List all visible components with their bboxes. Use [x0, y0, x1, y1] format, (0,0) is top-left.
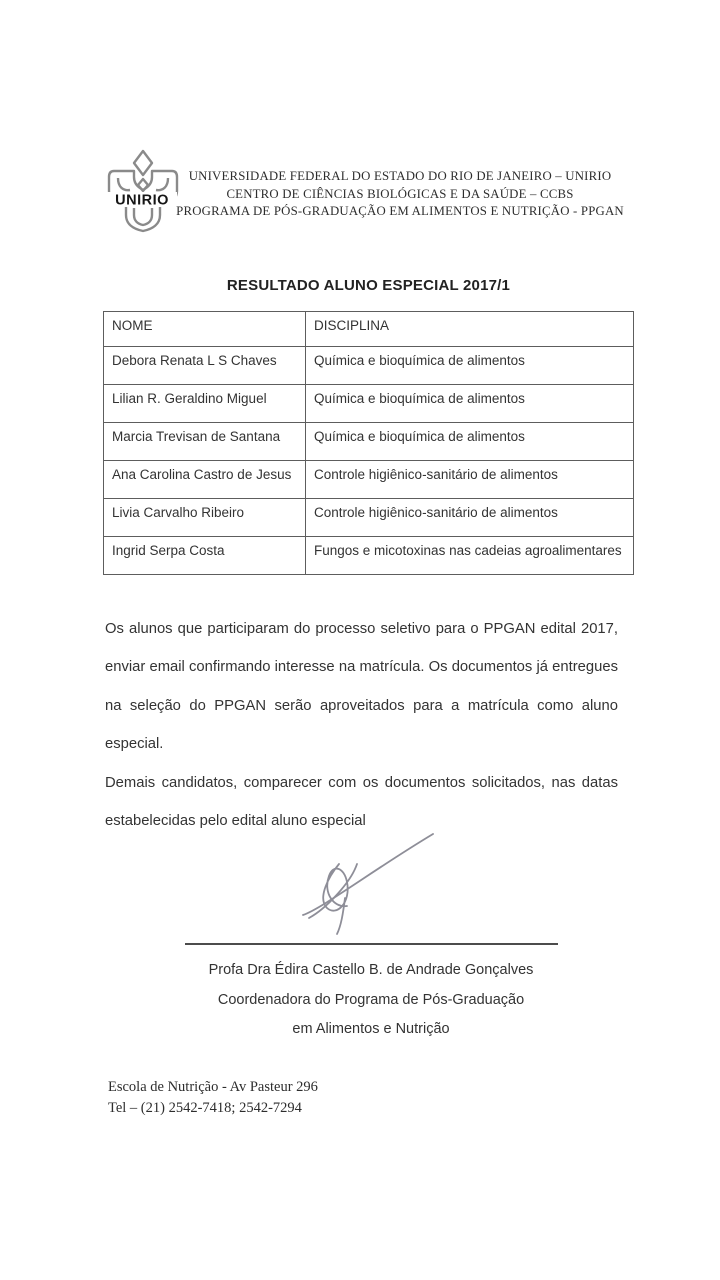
cell-disciplina: Química e bioquímica de alimentos	[306, 423, 634, 461]
institution-line-1: UNIVERSIDADE FEDERAL DO ESTADO DO RIO DE JANEIRO – UNIRIO	[188, 169, 612, 183]
table-row	[104, 499, 634, 537]
table-row	[104, 461, 634, 499]
table-row	[104, 537, 634, 575]
footer-address: Escola de Nutrição - Av Pasteur 296	[108, 1079, 318, 1095]
table-row	[104, 423, 634, 461]
signature-line	[185, 943, 558, 945]
cell-nome: Marcia Trevisan de Santana	[104, 423, 306, 461]
cell-disciplina: Química e bioquímica de alimentos	[306, 347, 634, 385]
cell-nome: Debora Renata L S Chaves	[104, 347, 306, 385]
institution-line-2: CENTRO DE CIÊNCIAS BIOLÓGICAS E DA SAÚDE – CCBS	[226, 186, 574, 201]
cell-nome: Lilian R. Geraldino Miguel	[104, 385, 306, 423]
signature-icon	[293, 820, 443, 938]
handwritten-signature	[293, 820, 443, 943]
cell-disciplina: Controle higiênico-sanitário de alimentos	[306, 499, 634, 537]
cell-disciplina: Química e bioquímica de alimentos	[306, 385, 634, 423]
footer-contact	[108, 1077, 318, 1119]
table-row	[104, 347, 634, 385]
signer-role-line-1: Coordenadora do Programa de Pós-Graduação	[217, 991, 525, 1008]
signer-role-line-2: em Alimentos e Nutrição	[292, 1021, 450, 1037]
institution-line-3: PROGRAMA DE PÓS-GRADUAÇÃO EM ALIMENTOS E NUTRIÇÃO - PPGAN	[176, 204, 624, 218]
results-table	[103, 311, 634, 575]
column-header-disciplina: DISCIPLINA	[306, 312, 634, 347]
notice-paragraph-2: Demais candidatos, comparecer com os documentos solicitados, nas datas estabelecidas pelo edital aluno especial	[105, 774, 618, 830]
cell-nome: Ingrid Serpa Costa	[104, 537, 306, 575]
signer-name: Profa Dra Édira Castello B. de Andrade Gonçalves	[208, 962, 534, 978]
column-header-nome: NOME	[104, 312, 306, 347]
institution-header	[150, 168, 650, 221]
table-row	[104, 385, 634, 423]
cell-disciplina: Controle higiênico-sanitário de alimentos	[306, 461, 634, 499]
notice-paragraph-1: Os alunos que participaram do processo seletivo para o PPGAN edital 2017, enviar email confirmando interesse na matrícula. Os documentos já entregues na seleção do PPGAN serão aproveitados para a matrícula como aluno especial.	[105, 621, 618, 753]
signature-block	[103, 956, 639, 1045]
notice-text	[105, 610, 618, 840]
unirio-logo-text: UNIRIO	[115, 192, 169, 209]
cell-disciplina: Fungos e micotoxinas nas cadeias agroalimentares	[306, 537, 634, 575]
table-header-row	[104, 312, 634, 347]
footer-phone: Tel – (21) 2542-7418; 2542-7294	[108, 1100, 302, 1116]
cell-nome: Livia Carvalho Ribeiro	[104, 499, 306, 537]
cell-nome: Ana Carolina Castro de Jesus	[104, 461, 306, 499]
page-title: RESULTADO ALUNO ESPECIAL 2017/1	[226, 277, 511, 294]
